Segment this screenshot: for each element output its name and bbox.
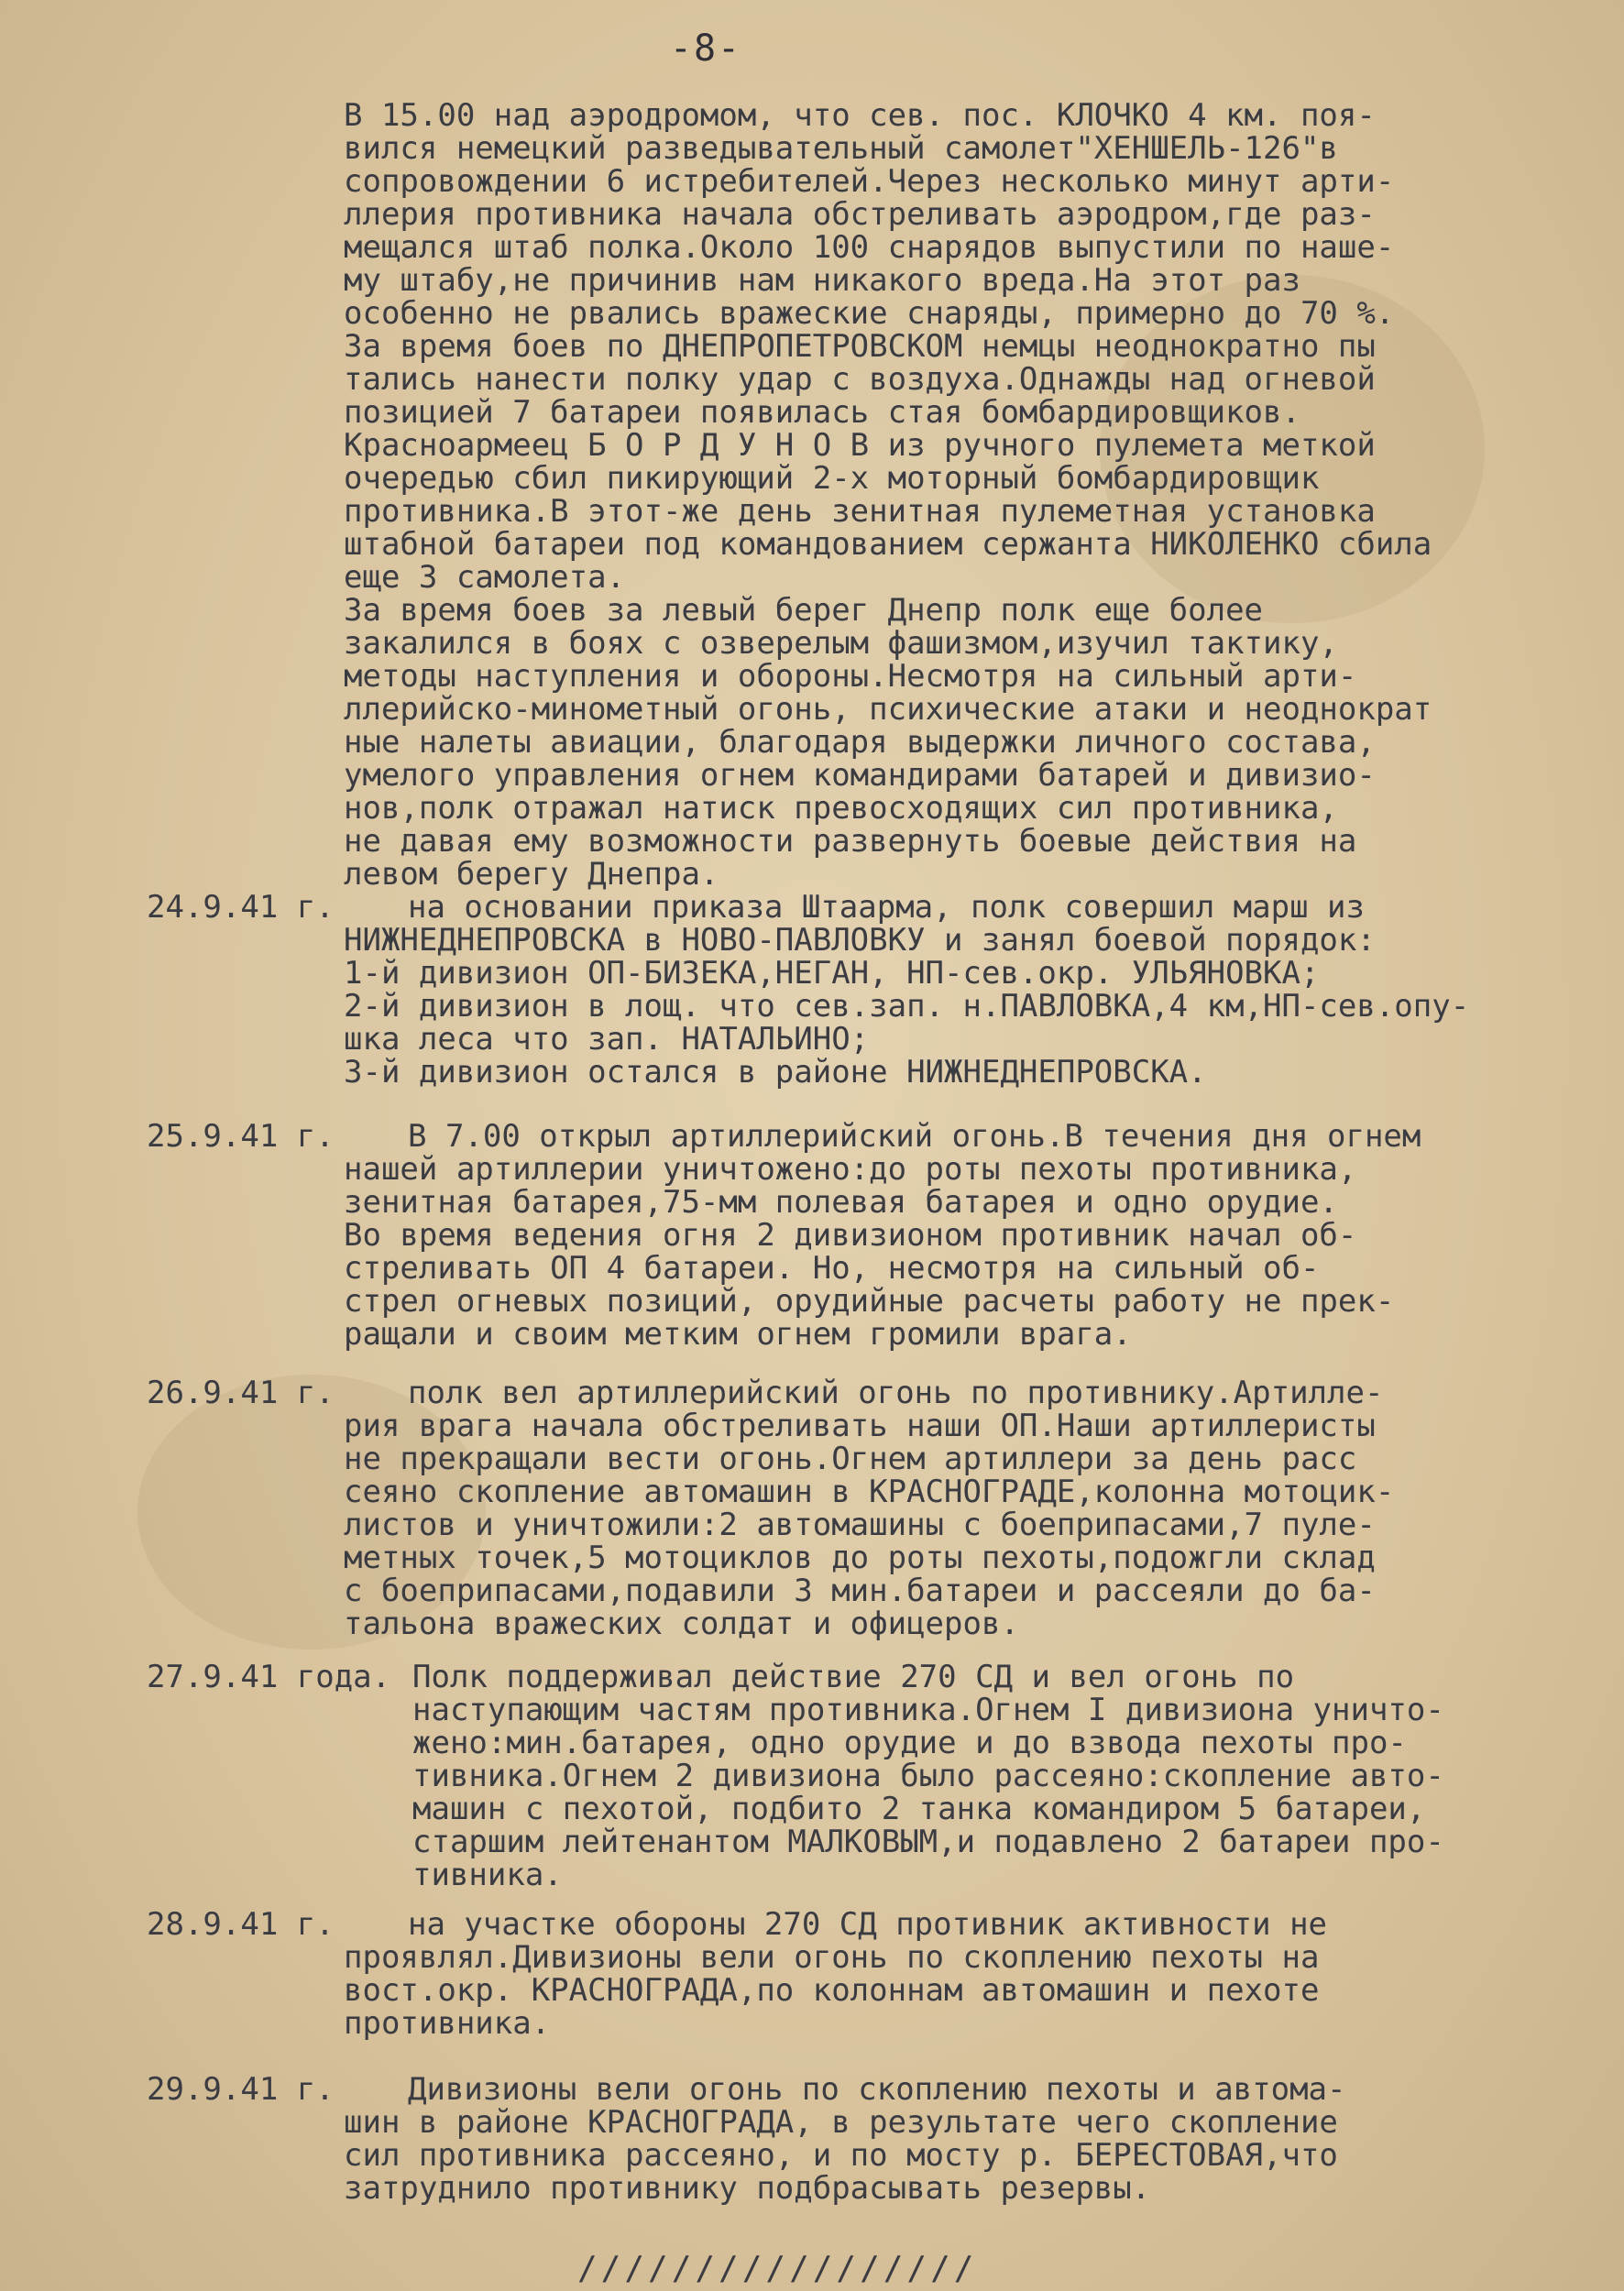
entry-text — [344, 1376, 1394, 1640]
text-line: еще 3 самолета. — [344, 559, 626, 596]
text-line: очередью сбил пикирующий 2-х моторный бомбардировщик — [344, 460, 1320, 497]
text-line: Полк поддерживал действие 270 СД и вел огонь по — [412, 1659, 1295, 1695]
entry-text — [344, 1120, 1421, 1351]
text-line: вился немецкий разведывательный самолет"ХЕНШЕЛЬ-126"в — [344, 130, 1338, 167]
text-line: Во время ведения огня 2 дивизионом противник начал об- — [344, 1217, 1357, 1254]
text-line: 2-й дивизион в лощ. что сев.зап. н.ПАВЛОВКА,4 км,НП-сев.опу- — [344, 988, 1470, 1025]
text-line: тивника.Огнем 2 дивизиона было рассеяно:скопление авто- — [412, 1758, 1444, 1794]
entry-date: 25.9.41 г. — [147, 1118, 335, 1155]
text-line: противника. — [344, 2005, 551, 2042]
intro-paragraph — [344, 99, 1432, 891]
text-line: проявлял.Дивизионы вели огонь по скоплению пехоты на — [344, 1939, 1320, 1976]
text-line: закалился в боях с озверелым фашизмом,изучил тактику, — [344, 625, 1338, 662]
text-line: позицией 7 батареи появилась стая бомбардировщиков. — [344, 394, 1300, 431]
text-line: машин с пехотой, подбито 2 танка командиром 5 батареи, — [412, 1791, 1426, 1827]
text-line: не давая ему возможности развернуть боевые действия на — [344, 823, 1357, 860]
text-line: зенитная батарея,75-мм полевая батарея и одно орудие. — [344, 1184, 1338, 1221]
text-line: старшим лейтенантом МАЛКОВЫМ,и подавлено 2 батареи про- — [412, 1824, 1444, 1860]
text-line: тивника. — [412, 1857, 563, 1893]
text-line: рия врага начала обстреливать наши ОП.Наши артиллеристы — [344, 1408, 1376, 1444]
text-line: 1-й дивизион ОП-БИЗЕКА,НЕГАН, НП-сев.окр. УЛЬЯНОВКА; — [344, 955, 1320, 992]
text-line: Красноармеец Б О Р Д У Н О В из ручного пулемета меткой — [344, 427, 1376, 464]
text-line: нов,полк отражал натиск превосходящих сил противника, — [344, 790, 1338, 827]
text-line: ллерийско-минометный огонь, психические атаки и неоднократ — [344, 691, 1432, 728]
text-line: В 7.00 открыл артиллерийский огонь.В течения дня огнем — [408, 1118, 1421, 1155]
text-line: не прекращали вести огонь.Огнем артиллери за день расс — [344, 1441, 1357, 1477]
text-line: вост.окр. КРАСНОГРАДА,по колоннам автомашин и пехоте — [344, 1972, 1320, 2009]
text-line: ращали и своим метким огнем громили врага. — [344, 1316, 1132, 1353]
entry-text — [344, 2073, 1346, 2205]
text-line: Дивизионы вели огонь по скоплению пехоты и автома- — [408, 2071, 1346, 2108]
text-line: 3-й дивизион остался в районе НИЖНЕДНЕПРОВСКА. — [344, 1054, 1207, 1091]
text-line: противника.В этот-же день зенитная пулеметная установка — [344, 493, 1376, 530]
text-line: штабной батареи под командованием сержанта НИКОЛЕНКО сбила — [344, 526, 1432, 563]
text-line: наступающим частям противника.Огнем I дивизиона уничто- — [412, 1692, 1444, 1728]
text-line: стрел огневых позиций, орудийные расчеты работу не прек- — [344, 1283, 1395, 1320]
text-line: на участке обороны 270 СД противник активности не — [408, 1906, 1328, 1943]
page-number: -8- — [669, 27, 742, 70]
text-line: с боеприпасами,подавили 3 мин.батареи и рассеяли до ба- — [344, 1573, 1376, 1609]
entry-text — [344, 1908, 1327, 2040]
text-line: методы наступления и обороны.Несмотря на сильный арти- — [344, 658, 1357, 695]
entry-text — [412, 1661, 1444, 1891]
entry-date: 29.9.41 г. — [147, 2071, 335, 2108]
text-line: В 15.00 над аэродромом, что сев. пос. КЛОЧКО 4 км. поя- — [344, 97, 1376, 134]
text-line: стреливать ОП 4 батареи. Но, несмотря на сильный об- — [344, 1250, 1320, 1287]
text-line: За время боев за левый берег Днепр полк еще более — [344, 592, 1264, 629]
end-mark: ///////////////// — [577, 2250, 978, 2287]
text-line: тались нанести полку удар с воздуха.Однажды над огневой — [344, 361, 1376, 398]
entry-date: 28.9.41 г. — [147, 1906, 335, 1943]
text-line: шин в районе КРАСНОГРАДА, в результате чего скопление — [344, 2104, 1338, 2141]
text-line: За время боев по ДНЕПРОПЕТРОВСКОМ немцы неоднократно пы — [344, 328, 1376, 365]
text-line: полк вел артиллерийский огонь по противнику.Артилле- — [408, 1375, 1384, 1411]
text-line: НИЖНЕДНЕПРОВСКА в НОВО-ПАВЛОВКУ и занял боевой порядок: — [344, 922, 1376, 959]
text-line: нашей артиллерии уничтожено:до роты пехоты противника, — [344, 1151, 1357, 1188]
text-line: му штабу,не причинив нам никакого вреда.На этот раз — [344, 262, 1300, 299]
text-line: тальона вражеских солдат и офицеров. — [344, 1606, 1019, 1642]
entry-date: 26.9.41 г. — [147, 1375, 335, 1411]
entry-date: 24.9.41 г. — [147, 889, 335, 926]
text-line: затруднило противнику подбрасывать резервы. — [344, 2170, 1151, 2207]
text-line: жено:мин.батарея, одно орудие и до взвода пехоты про- — [412, 1725, 1407, 1761]
text-line: сеяно скопление автомашин в КРАСНОГРАДЕ,колонна мотоцик- — [344, 1474, 1395, 1510]
text-line: листов и уничтожили:2 автомашины с боеприпасами,7 пуле- — [344, 1507, 1376, 1543]
entry-text — [344, 891, 1469, 1089]
text-line: умелого управления огнем командирами батарей и дивизио- — [344, 757, 1376, 794]
text-line: метных точек,5 мотоциклов до роты пехоты,подожгли склад — [344, 1540, 1376, 1576]
text-line: сопровождении 6 истребителей.Через несколько минут арти- — [344, 163, 1395, 200]
text-line: на основании приказа Штаарма, полк совершил марш из — [408, 889, 1365, 926]
entry-date: 27.9.41 года. — [147, 1659, 391, 1695]
text-line: шка леса что зап. НАТАЛЬИНО; — [344, 1021, 870, 1058]
text-line: ллерия противника начала обстреливать аэродром,где раз- — [344, 196, 1376, 233]
text-line: ные налеты авиации, благодаря выдержки личного состава, — [344, 724, 1376, 761]
text-line: особенно не рвались вражеские снаряды, примерно до 70 %. — [344, 295, 1395, 332]
text-line: левом берегу Днепра. — [344, 856, 719, 893]
text-line: сил противника рассеяно, и по мосту р. БЕРЕСТОВАЯ,что — [344, 2137, 1338, 2174]
text-line: мещался штаб полка.Около 100 снарядов выпустили по наше- — [344, 229, 1395, 266]
